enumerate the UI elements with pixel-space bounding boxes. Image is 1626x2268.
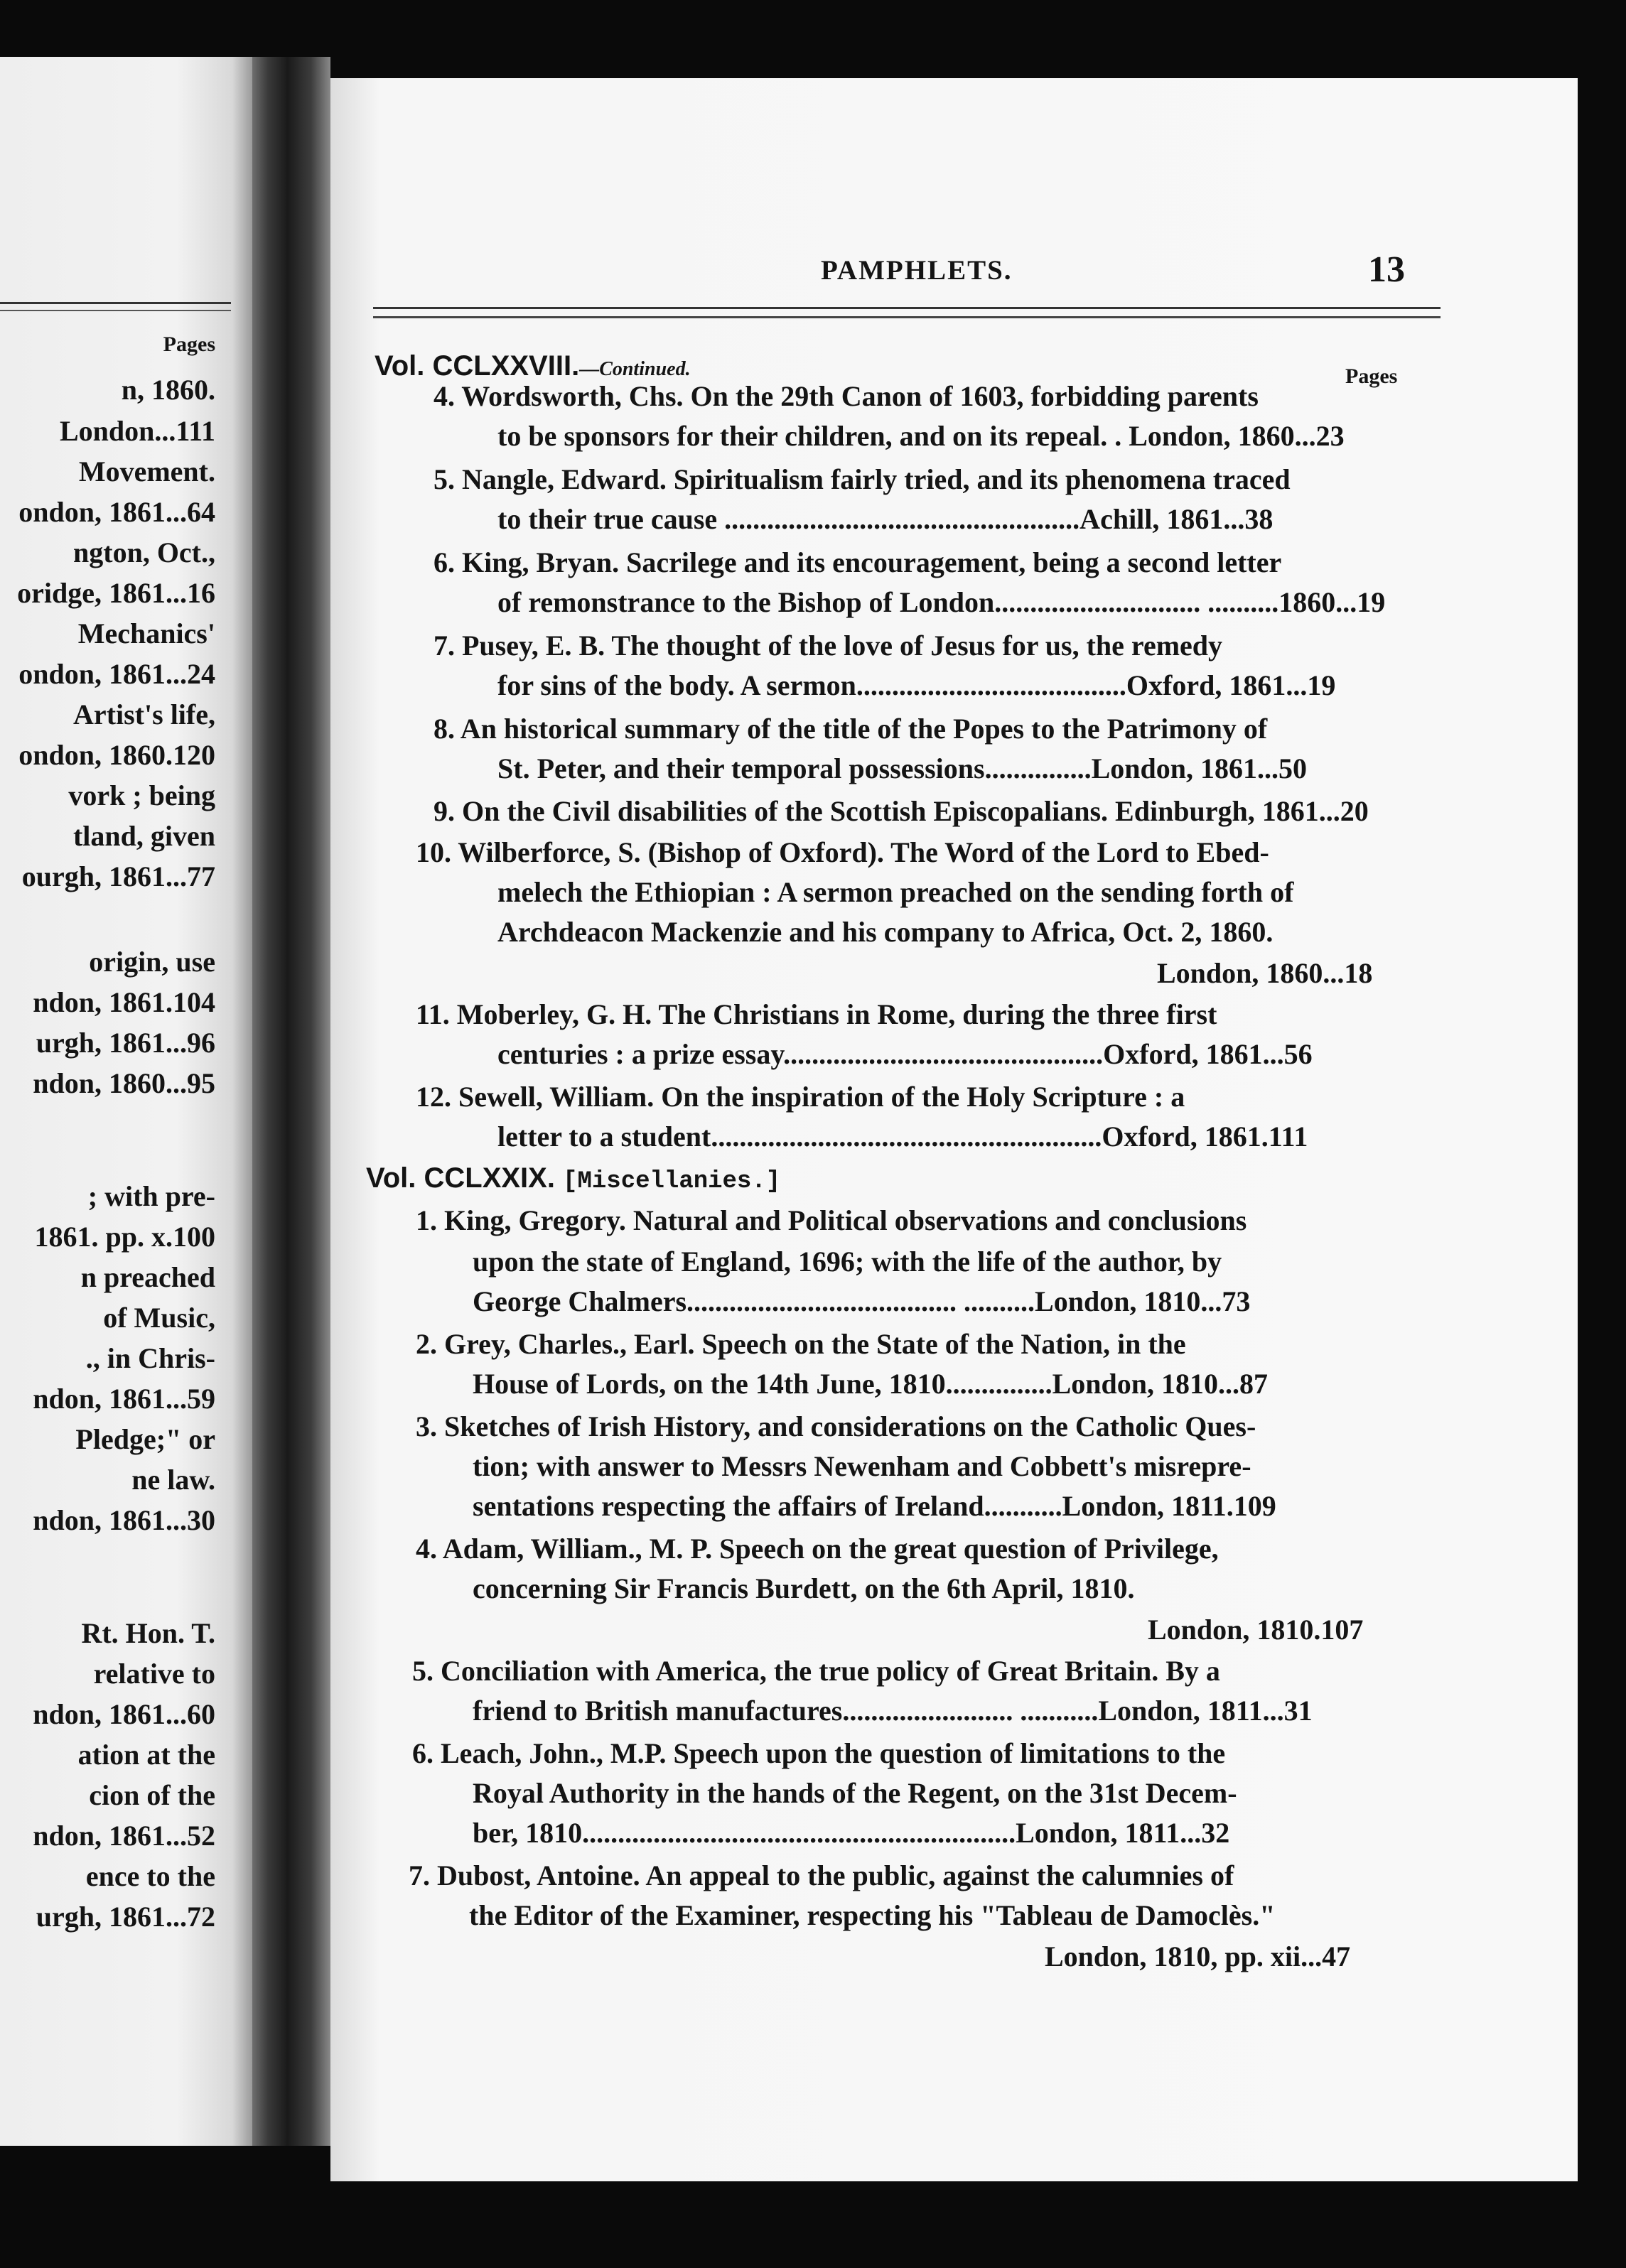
volume-heading bbox=[366, 1164, 780, 1194]
entry-line: 11. Moberley, G. H. The Christians in Rome, during the three first bbox=[416, 998, 1217, 1030]
left-page-line: ., in Chris- bbox=[85, 1342, 215, 1374]
entry-line: 8. An historical summary of the title of the Popes to the Patrimony of bbox=[434, 713, 1268, 745]
entry-line: Royal Authority in the hands of the Regent, on the 31st Decem- bbox=[473, 1777, 1237, 1809]
entry-line: of remonstrance to the Bishop of London............................. ..........1860...19 bbox=[497, 586, 1386, 618]
entry-line: 9. On the Civil disabilities of the Scottish Episcopalians. Edinburgh, 1861...20 bbox=[434, 795, 1369, 827]
volume-label: Vol. CCLXXVIII. bbox=[375, 350, 580, 382]
entry-line: 6. King, Bryan. Sacrilege and its encouragement, being a second letter bbox=[434, 546, 1282, 578]
left-page-line: 1861. pp. x.100 bbox=[34, 1221, 215, 1253]
entry-line: letter to a student.......................................................Oxford, 1861.111 bbox=[497, 1120, 1308, 1152]
entry-line: friend to British manufactures........................ ...........London, 1811...31 bbox=[473, 1695, 1313, 1727]
book-gutter bbox=[252, 57, 330, 2146]
volume-heading bbox=[375, 352, 691, 380]
left-page-line: oridge, 1861...16 bbox=[17, 577, 215, 609]
left-page-line: Rt. Hon. T. bbox=[81, 1617, 215, 1649]
entry-line: 2. Grey, Charles., Earl. Speech on the State of the Nation, in the bbox=[416, 1328, 1186, 1360]
entry-line: 6. Leach, John., M.P. Speech upon the question of limitations to the bbox=[412, 1737, 1226, 1769]
section-label: [Miscellanies.] bbox=[563, 1168, 781, 1195]
left-page bbox=[0, 57, 252, 2146]
entry-line: London, 1860...18 bbox=[1157, 957, 1373, 989]
entry-line: ber, 1810.............................................................London, 1811...32 bbox=[473, 1817, 1230, 1849]
entry-line: 3. Sketches of Irish History, and considerations on the Catholic Ques- bbox=[416, 1410, 1256, 1442]
left-page-line: ndon, 1861...60 bbox=[33, 1698, 215, 1730]
entry-line: the Editor of the Examiner, respecting his "Tableau de Damoclès." bbox=[469, 1899, 1276, 1931]
entry-line: London, 1810.107 bbox=[1148, 1614, 1364, 1646]
entry-line: melech the Ethiopian : A sermon preached on the sending forth of bbox=[497, 876, 1294, 908]
left-page-line: ndon, 1861.104 bbox=[33, 986, 215, 1018]
continued-label: —Continued. bbox=[579, 358, 691, 380]
entry-line: 1. King, Gregory. Natural and Political observations and conclusions bbox=[416, 1204, 1247, 1236]
entry-line: 4. Wordsworth, Chs. On the 29th Canon of 1603, forbidding parents bbox=[434, 380, 1259, 412]
entry-line: for sins of the body. A sermon......................................Oxford, 1861...19 bbox=[497, 669, 1336, 701]
entry-line: to their true cause ..................................................Achill, 1861...38 bbox=[497, 503, 1274, 535]
pages-column-label: Pages bbox=[1345, 364, 1398, 388]
left-page-line: ngton, Oct., bbox=[73, 536, 215, 568]
left-page-line: urgh, 1861...72 bbox=[36, 1901, 215, 1933]
left-page-line: ne law. bbox=[131, 1464, 215, 1496]
left-page-line: ndon, 1860...95 bbox=[33, 1067, 215, 1099]
left-page-line: of Music, bbox=[103, 1302, 215, 1334]
entry-line: 4. Adam, William., M. P. Speech on the great question of Privilege, bbox=[416, 1533, 1219, 1565]
left-page-line: relative to bbox=[93, 1658, 215, 1690]
left-page-line: ence to the bbox=[85, 1860, 215, 1892]
entry-line: to be sponsors for their children, and on its repeal. . London, 1860...23 bbox=[497, 420, 1345, 452]
left-page-line: origin, use bbox=[89, 946, 215, 978]
left-page-line: Pledge;" or bbox=[75, 1423, 215, 1455]
entry-line: London, 1810, pp. xii...47 bbox=[1045, 1940, 1351, 1972]
left-page-line: ourgh, 1861...77 bbox=[21, 860, 215, 892]
entry-line: 5. Conciliation with America, the true policy of Great Britain. By a bbox=[412, 1655, 1220, 1687]
entry-line: George Chalmers...................................... ..........London, 1810...73 bbox=[473, 1285, 1251, 1317]
left-page-line: ondon, 1861...24 bbox=[18, 658, 215, 690]
left-page-line: ; with pre- bbox=[87, 1180, 215, 1212]
right-page bbox=[330, 78, 1578, 2181]
entry-line: Archdeacon Mackenzie and his company to Africa, Oct. 2, 1860. bbox=[497, 916, 1274, 948]
left-page-line: ndon, 1861...30 bbox=[33, 1504, 215, 1536]
entry-line: upon the state of England, 1696; with the life of the author, by bbox=[473, 1246, 1222, 1278]
left-page-line: tland, given bbox=[72, 820, 215, 852]
left-page-line: ondon, 1861...64 bbox=[18, 496, 215, 528]
entry-line: tion; with answer to Messrs Newenham and Cobbett's misrepre- bbox=[473, 1450, 1251, 1482]
left-page-line: London...111 bbox=[59, 415, 215, 447]
entry-line: St. Peter, and their temporal possessions...............London, 1861...50 bbox=[497, 752, 1307, 784]
left-page-pages-label: Pages bbox=[163, 333, 215, 356]
left-page-line: ndon, 1861...59 bbox=[33, 1383, 215, 1415]
entry-line: centuries : a prize essay.............................................Oxford, 1861...56 bbox=[497, 1038, 1313, 1070]
entry-line: sentations respecting the affairs of Ireland...........London, 1811.109 bbox=[473, 1490, 1276, 1522]
entry-line: 7. Dubost, Antoine. An appeal to the public, against the calumnies of bbox=[409, 1859, 1234, 1891]
entry-line: 10. Wilberforce, S. (Bishop of Oxford). The Word of the Lord to Ebed- bbox=[416, 836, 1269, 868]
left-page-line: n, 1860. bbox=[121, 374, 215, 406]
left-page-line: ndon, 1861...52 bbox=[33, 1820, 215, 1852]
page-number: 13 bbox=[1368, 249, 1405, 290]
left-page-line: Mechanics' bbox=[77, 617, 215, 649]
header-rule bbox=[373, 307, 1441, 318]
left-page-line: ation at the bbox=[77, 1739, 215, 1771]
entry-line: concerning Sir Francis Burdett, on the 6th April, 1810. bbox=[473, 1572, 1135, 1604]
left-page-line: Artist's life, bbox=[73, 698, 215, 730]
entry-line: House of Lords, on the 14th June, 1810...............London, 1810...87 bbox=[473, 1368, 1269, 1400]
left-page-line: n preached bbox=[80, 1261, 215, 1293]
running-head: PAMPHLETS. bbox=[821, 255, 1013, 286]
left-page-line: vork ; being bbox=[68, 779, 215, 811]
entry-line: 12. Sewell, William. On the inspiration of the Holy Scripture : a bbox=[416, 1081, 1185, 1113]
left-page-line: cion of the bbox=[89, 1779, 215, 1811]
entry-line: 7. Pusey, E. B. The thought of the love of Jesus for us, the remedy bbox=[434, 630, 1223, 662]
left-page-line: urgh, 1861...96 bbox=[36, 1027, 215, 1059]
left-page-line: Movement. bbox=[78, 455, 215, 487]
left-page-line: ondon, 1860.120 bbox=[18, 739, 215, 771]
entry-line: 5. Nangle, Edward. Spiritualism fairly tried, and its phenomena traced bbox=[434, 463, 1291, 495]
volume-label: Vol. CCLXXIX. bbox=[366, 1162, 555, 1194]
left-page-header-rule bbox=[0, 302, 231, 311]
